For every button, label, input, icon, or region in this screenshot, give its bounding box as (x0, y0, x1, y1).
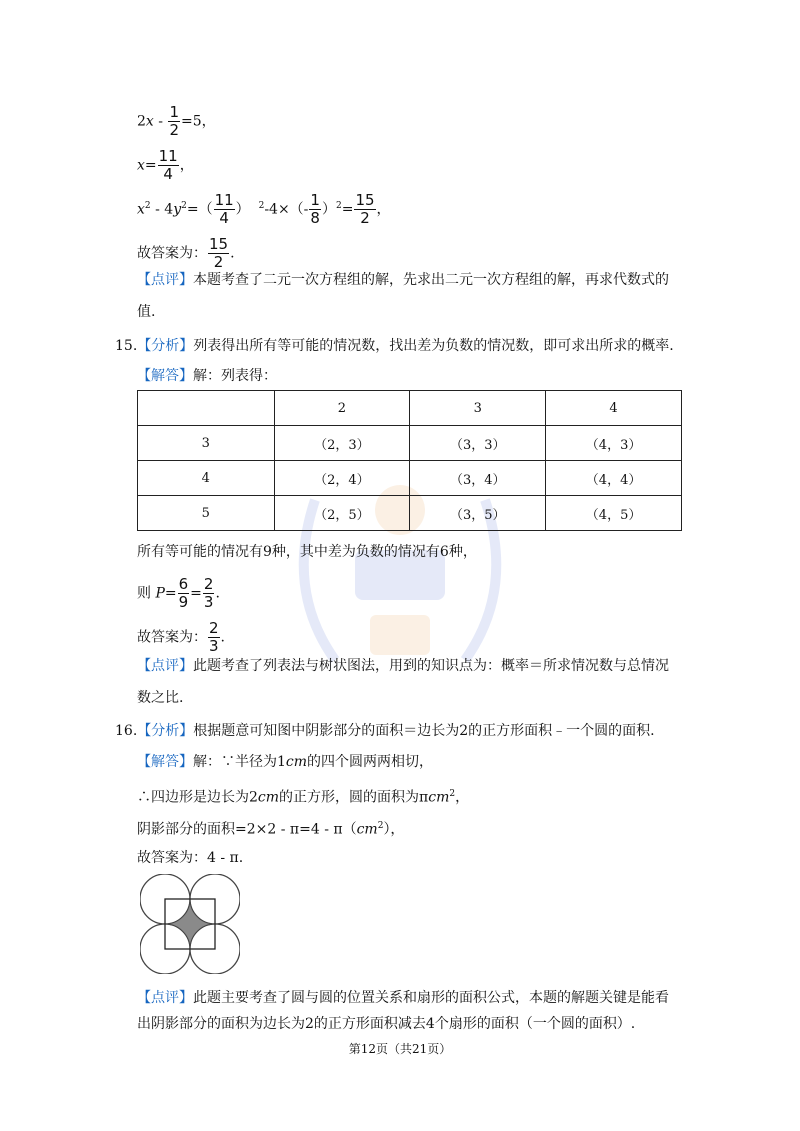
q16-answer-line-3: 阴影部分的面积$=2\times 2 - \pi=4 - \pi(cm^2)$， (137, 821, 405, 838)
q15-answer: 【解答】解：列表得： (137, 368, 277, 384)
equation-line-1: 2x - $\frac{1}{2}$ =5， (137, 103, 216, 139)
comment-tag: 【点评】 (137, 990, 193, 1006)
table-cell: （2，3） (274, 426, 410, 461)
table-cell: （3，4） (410, 461, 546, 496)
probability-table (137, 390, 682, 531)
q15-comment-line-1: 【点评】此题考查了列表法与树状图法，用到的知识点为：概率＝所求情况数与总情况 (137, 658, 669, 674)
equation-line-3: $x^2 - 4y^2=$（ $\frac{11}{4}$ ） $^2$-4×（- $\frac{1}{8}$ ）$^2$= $\frac{15}{2}$ ， (137, 191, 391, 227)
q16-comment-line-1: 【点评】此题主要考查了圆与圆的位置关系和扇形的面积公式，本题的解题关键是能看 (137, 990, 669, 1006)
table-cell: 2 (274, 391, 410, 426)
table-row (138, 461, 682, 496)
q15-analysis: 15.【分析】列表得出所有等可能的情况数，找出差为负数的情况数，即可求出所求的概率. (115, 338, 674, 354)
table-cell: （4，3） (546, 426, 682, 461)
q15-comment-line-2: 数之比. (137, 690, 184, 706)
four-circles-diagram (140, 874, 240, 974)
fraction: $\frac{11}{4}$ (214, 191, 234, 227)
q16-comment-line-2: 出阴影部分的面积为边长为2的正方形面积减去4个扇形的面积（一个圆的面积）. (137, 1016, 636, 1032)
table-cell: 3 (410, 391, 546, 426)
answer-tag: 【解答】 (137, 754, 193, 770)
table-cell: （4，4） (546, 461, 682, 496)
comment-tag: 【点评】 (137, 658, 193, 674)
page-footer: 第12页（共21页） (348, 1042, 452, 1056)
q16-answer-line-2: ∴四边形是边长为2cm的正方形，圆的面积为πcm$^2$， (137, 789, 470, 806)
question-number: 15. (115, 338, 138, 354)
answer-tag: 【解答】 (137, 368, 193, 384)
table-cell: 4 (546, 391, 682, 426)
comment-14-line-1: 【点评】本题考查了二元一次方程组的解，先求出二元一次方程组的解，再求代数式的 (137, 272, 669, 288)
fraction: $\frac{11}{4}$ (158, 147, 178, 183)
analysis-tag: 【分析】 (137, 723, 194, 739)
fraction: $\frac{1}{2}$ (169, 103, 180, 139)
fraction: $\frac{1}{8}$ (310, 191, 320, 227)
equation-line-2: x= $\frac{11}{4}$ ， (137, 147, 194, 183)
fraction: $\frac{15}{2}$ (355, 191, 375, 227)
question-number: 16. (115, 723, 138, 739)
comment-14-line-2: 值. (137, 304, 156, 320)
fraction: $\frac{2}{3}$ (209, 619, 219, 655)
table-cell: 3 (138, 426, 275, 461)
table-cell: 5 (138, 496, 275, 531)
table-cell: （3，5） (410, 496, 546, 531)
answer-line-14: 故答案为： $\frac{15}{2}$ . (137, 235, 235, 271)
table-cell: （2，4） (274, 461, 410, 496)
q15-result: 所有等可能的情况有9种，其中差为负数的情况有6种， (137, 544, 477, 560)
fraction: $\frac{15}{2}$ (209, 235, 229, 271)
analysis-tag: 【分析】 (137, 338, 194, 354)
fraction: $\frac{2}{3}$ (203, 575, 214, 611)
q16-analysis: 16.【分析】根据题意可知图中阴影部分的面积＝边长为2的正方形面积﹣一个圆的面积. (115, 723, 655, 739)
table-cell (138, 391, 275, 426)
fraction: $\frac{6}{9}$ (178, 575, 189, 611)
q16-answer-line-1: 【解答】解：∵半径为1cm的四个圆两两相切， (137, 754, 434, 770)
table-cell: （3，3） (410, 426, 546, 461)
table-row (138, 496, 682, 531)
table-row (138, 391, 682, 426)
q15-probability: 则 P= $\frac{6}{9}$ = $\frac{2}{3}$ . (137, 575, 220, 611)
comment-tag: 【点评】 (137, 272, 193, 288)
table-cell: 4 (138, 461, 275, 496)
table-cell: （2，5） (274, 496, 410, 531)
table-row (138, 426, 682, 461)
table-cell: （4，5） (546, 496, 682, 531)
q16-final-answer: 故答案为：4 - π. (137, 850, 244, 866)
q15-final-answer: 故答案为： $\frac{2}{3}$ . (137, 619, 225, 655)
